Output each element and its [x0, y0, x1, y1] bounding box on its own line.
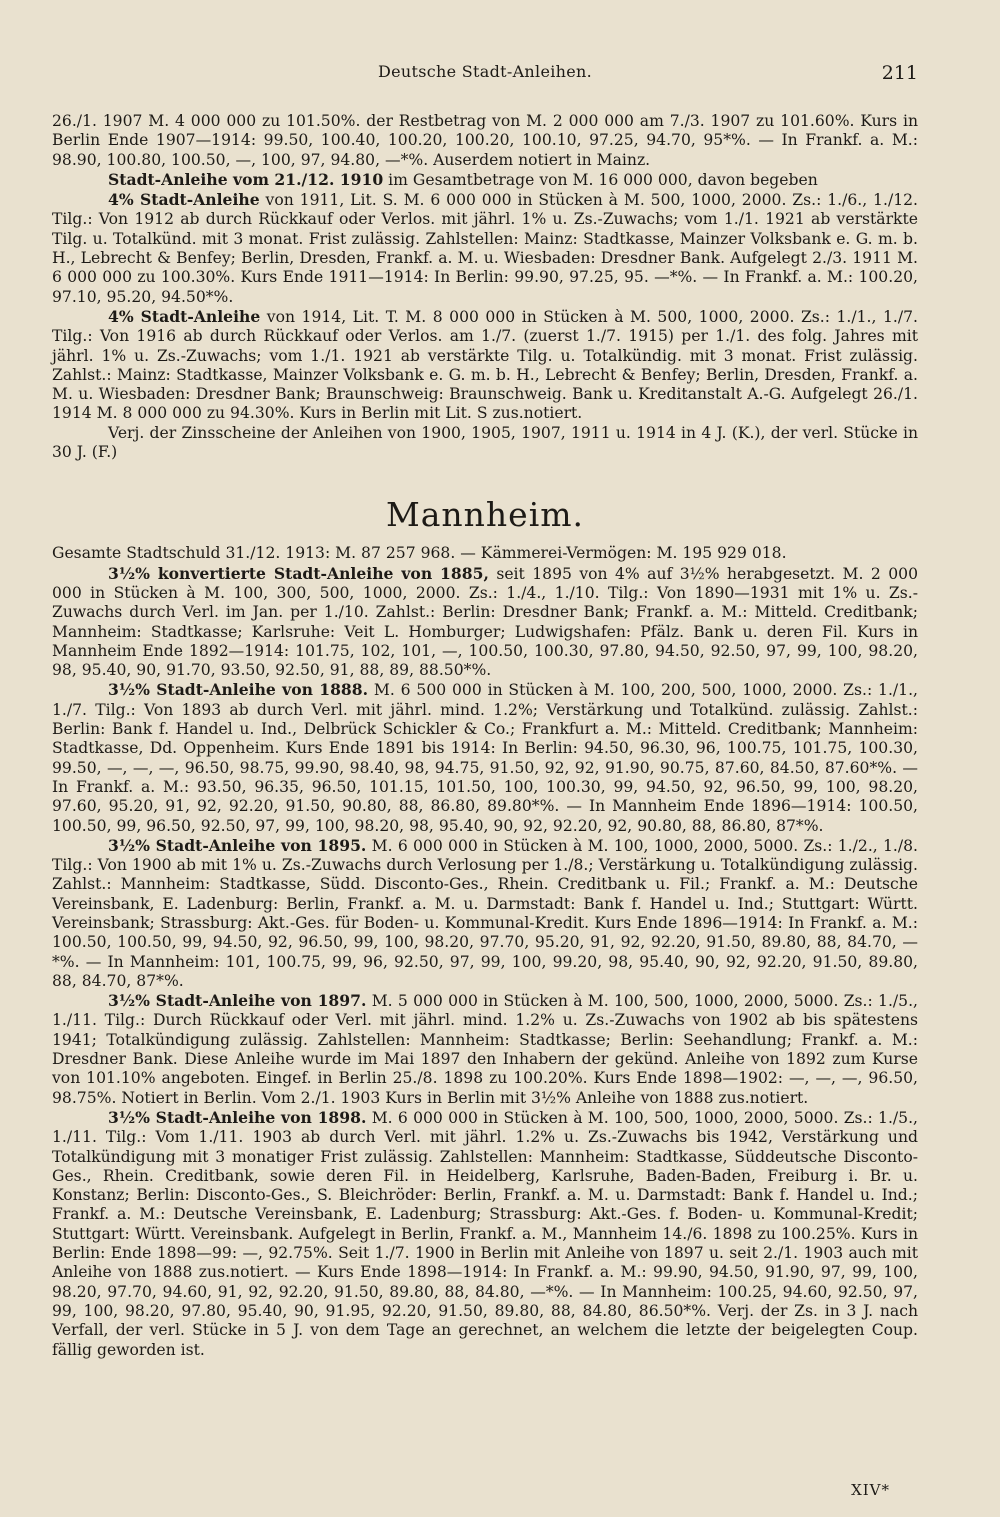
- paragraph-mainz-1914: [52, 307, 918, 424]
- loan-title: 3½% Stadt-Anleihe von 1888.: [108, 680, 369, 700]
- loan-title: 3½% Stadt-Anleihe von 1898.: [108, 1107, 367, 1127]
- loan-title: Stadt-Anleihe vom 21./12. 1910: [108, 169, 384, 189]
- loan-text: M. 6 500 000 in Stücken à M. 100, 200, 500, 1000, 2000. Zs.: 1./1., 1./7. Tilg.: Von 1893 ab durch Verl. mit jährl. mind. 1.2%; Verstärkung und Totalkünd. zulässig. Zahlst.: Berlin: Bank f. Handel u. Ind., Delbrück Schickler & Co.; Frankfurt a. M.: Mitteld. Creditbank; Mannheim: Stadtkasse, Dd. Oppenheim. Kurs Ende 1891 bis 1914: In Berlin: 94.50, 96.30, 96, 100.75, 101.75, 100.30, 99.50, —, —, —, 96.50, 98.75, 99.90, 98.40, 98, 94.75, 91.50, 92, 92, 91.90, 90.75, 87.60, 84.50, 87.60*%. — In Frankf. a. M.: 93.50, 96.35, 96.50, 101.15, 101.50, 100, 100.30, 99, 94.50, 92, 96.50, 99, 100, 98.20, 97.60, 95.20, 91, 92, 92.20, 91.50, 90.80, 88, 86.80, 89.80*%. — In Mannheim Ende 1896—1914: 100.50, 100.50, 99, 96.50, 92.50, 97, 99, 100, 98.20, 98, 95.40, 90, 92, 92.20, 92, 90.80, 88, 86.80, 87*%.: [52, 681, 918, 835]
- paragraph-mannheim-1888: [52, 680, 918, 835]
- loan-text: M. 6 000 000 in Stücken à M. 100, 500, 1000, 2000, 5000. Zs.: 1./5., 1./11. Tilg.: Vom 1./11. 1903 ab durch Verl. mit jährl. 1.2% u. Zs.-Zuwachs bis 1942, Verstärkung und Totalkündigung mit 3 monatiger Frist zulässig. Zahlstellen: Mannheim: Stadtkasse, Süddeutsche Disconto-Ges., Rhein. Creditbank, sowie deren Fil. in Heidelberg, Karlsruhe, Baden-Baden, Freiburg i. Br. u. Konstanz; Berlin: Disconto-Ges., S. Bleichröder: Berlin, Frankf. a. M. u. Darmstadt: Bank f. Handel u. Ind.; Frankf. a. M.: Deutsche Vereinsbank, E. Ladenburg; Strassburg: Akt.-Ges. f. Boden- u. Kommunal-Kredit; Stuttgart: Württ. Vereinsbank. Aufgelegt in Berlin, Frankf. a. M., Mannheim 14./6. 1898 zu 100.25%. Kurs in Berlin: Ende 1898—99: —, 92.75%. Seit 1./7. 1900 in Berlin mit Anleihe von 1897 u. seit 2./1. 1903 auch mit Anleihe von 1888 zus.notiert. — Kurs Ende 1898—1914: In Frankf. a. M.: 99.90, 94.50, 91.90, 97, 99, 100, 98.20, 97.70, 94.60, 91, 92, 92.20, 91.50, 89.80, 88, 84.80, —*%. — In Mannheim: 100.25, 94.60, 92.50, 97, 99, 100, 98.20, 97.80, 95.40, 90, 91.95, 92.20, 91.50, 89.80, 88, 84.80, 86.50*%. Verj. der Zs. in 3 J. nach Verfall, der verl. Stücke in 5 J. von dem Tage an gerechnet, an welchem die letzte der beigelegten Coup. fällig geworden ist.: [52, 1108, 918, 1359]
- loan-title: 3½% Stadt-Anleihe von 1895.: [108, 835, 367, 855]
- paragraph-mainz-1907: 26./1. 1907 M. 4 000 000 zu 101.50%. der Restbetrag von M. 2 000 000 am 7./3. 1907 zu 101.60%. Kurs in Berlin Ende 1907—1914: 99.50, 100.40, 100.20, 100.20, 100.10, 97.25, 94.70, 95*%. — In Frankf. a. M.: 98.90, 100.80, 100.50, —, 100, 97, 94.80, —*%. Auserdem notiert in Mainz.: [52, 112, 918, 169]
- loan-text: im Gesamtbetrage von M. 16 000 000, davon begeben: [383, 170, 818, 189]
- signature-mark: XIV*: [851, 1481, 890, 1499]
- running-title: Deutsche Stadt-Anleihen.: [378, 62, 592, 81]
- loan-text: seit 1895 von 4% auf 3½% herabgesetzt. M. 2 000 000 in Stücken à M. 100, 300, 500, 1000, 2000. Zs.: 1./4., 1./10. Tilg.: Von 1890—1931 mit 1% u. Zs.-Zuwachs durch Verl. im Jan. per 1./10. Zahlst.: Berlin: Dresdner Bank; Frankf. a. M.: Mitteld. Creditbank; Mannheim: Stadtkasse; Karlsruhe: Veit L. Homburger; Ludwigshafen: Pfälz. Bank u. deren Fil. Kurs in Mannheim Ende 1892—1914: 101.75, 102, 101, —, 100.50, 100.30, 97.80, 94.50, 92.50, 97, 99, 100, 98.20, 98, 95.40, 90, 91.70, 93.50, 92.50, 91, 88, 89, 88.50*%.: [52, 564, 918, 680]
- paragraph-mannheim-summary: Gesamte Stadtschuld 31./12. 1913: M. 87 257 968. — Kämmerei-Vermögen: M. 195 929 018.: [52, 544, 787, 563]
- paragraph-mannheim-1898: [52, 1108, 918, 1360]
- loan-title: 4% Stadt-Anleihe: [108, 306, 261, 326]
- page-header: [52, 62, 918, 90]
- loan-title: 3½% konvertierte Stadt-Anleihe von 1885,: [108, 563, 489, 583]
- loan-title: 4% Stadt-Anleihe: [108, 190, 260, 210]
- paragraph-mainz-1910: [52, 170, 918, 190]
- paragraph-mannheim-1885: [52, 564, 918, 681]
- loan-text: von 1914, Lit. T. M. 8 000 000 in Stücken à M. 500, 1000, 2000. Zs.: 1./1., 1./7. Tilg.: Von 1916 ab durch Rückkauf oder Verlos. am 1./7. (zuerst 1./7. 1915) per 1./1. des folg. Jahres mit jährl. 1% u. Zs.-Zuwachs; vom 1./1. 1921 ab verstärkte Tilg. u. Totalkündig. mit 3 monat. Frist zulässig. Zahlst.: Mainz: Stadtkasse, Mainzer Volksbank e. G. m. b. H., Lebrecht & Benfey; Berlin, Dresden, Frankf. a. M. u. Wiesbaden: Dresdner Bank; Braunschweig: Braunschweig. Bank u. Kreditanstalt A.-G. Aufgelegt 26./1. 1914 M. 8 000 000 zu 94.30%. Kurs in Berlin mit Lit. S zus.notiert.: [52, 307, 918, 423]
- paragraph-mainz-verjaehrung: Verj. der Zinsscheine der Anleihen von 1900, 1905, 1907, 1911 u. 1914 in 4 J. (K.), der verl. Stücke in 30 J. (F.): [52, 423, 918, 462]
- loan-title: 3½% Stadt-Anleihe von 1897.: [108, 991, 367, 1011]
- paragraph-mannheim-1895: [52, 836, 918, 991]
- paragraph-mannheim-1897: [52, 991, 918, 1108]
- loan-text: von 1911, Lit. S. M. 6 000 000 in Stücken à M. 500, 1000, 2000. Zs.: 1./6., 1./12. Tilg.: Von 1912 ab durch Rückkauf oder Verlos. mit jährl. 1% u. Zs.-Zuwachs; vom 1./1. 1921 ab verstärkte Tilg. u. Totalkünd. mit 3 monat. Frist zulässig. Zahlstellen: Mainz: Stadtkasse, Mainzer Volksbank e. G. m. b. H., Lebrecht & Benfey; Berlin, Dresden, Frankf. a. M. u. Wiesbaden: Dresdner Bank. Aufgelegt 2./3. 1911 M. 6 000 000 zu 100.30%. Kurs Ende 1911—1914: In Berlin: 99.90, 97.25, 95. —*%. — In Frankf. a. M.: 100.20, 97.10, 95.20, 94.50*%.: [52, 191, 918, 306]
- paragraph-mainz-1911: [52, 190, 918, 307]
- loan-text: M. 6 000 000 in Stücken à M. 100, 1000, 2000, 5000. Zs.: 1./2., 1./8. Tilg.: Von 1900 ab mit 1% u. Zs.-Zuwachs durch Verlosung per 1./8.; Verstärkung u. Totalkündigung zulässig. Zahlst.: Mannheim: Stadtkasse, Südd. Disconto-Ges., Rhein. Creditbank u. Fil.; Frankf. a. M.: Deutsche Vereinsbank, E. Ladenburg: Berlin, Frankf. a. M. u. Darmstadt: Bank f. Handel u. Ind.; Stuttgart: Württ. Vereinsbank; Strassburg: Akt.-Ges. für Boden- u. Kommunal-Kredit. Kurs Ende 1896—1914: In Frankf. a. M.: 100.50, 100.50, 99, 94.50, 92, 96.50, 99, 100, 98.20, 97.70, 95.20, 91, 92, 92.20, 91.50, 89.80, 88, 84.70, —*%. — In Mannheim: 101, 100.75, 99, 96, 92.50, 97, 99, 100, 99.20, 98, 95.40, 90, 92, 92.20, 91.50, 89.80, 88, 84.70, 87*%.: [52, 836, 918, 990]
- city-heading-mannheim: Mannheim.: [385, 495, 585, 535]
- loan-text: M. 5 000 000 in Stücken à M. 100, 500, 1000, 2000, 5000. Zs.: 1./5., 1./11. Tilg.: Durch Rückkauf oder Verl. mit jährl. mind. 1.2% u. Zs.-Zuwachs von 1902 ab bis spätestens 1941; Totalkündigung zulässig. Zahlstellen: Mannheim: Stadtkasse; Berlin: Seehandlung; Frankf. a. M.: Dresdner Bank. Diese Anleihe wurde im Mai 1897 den Inhabern der gekünd. Anleihe von 1892 zum Kurse von 101.10% angeboten. Eingef. in Berlin 25./8. 1898 zu 100.20%. Kurs Ende 1898—1902: —, —, —, 96.50, 98.75%. Notiert in Berlin. Vom 2./1. 1903 Kurs in Berlin mit 3½% Anleihe von 1888 zus.notiert.: [52, 992, 918, 1107]
- page-number: 211: [881, 62, 918, 84]
- body-text: [52, 112, 918, 1360]
